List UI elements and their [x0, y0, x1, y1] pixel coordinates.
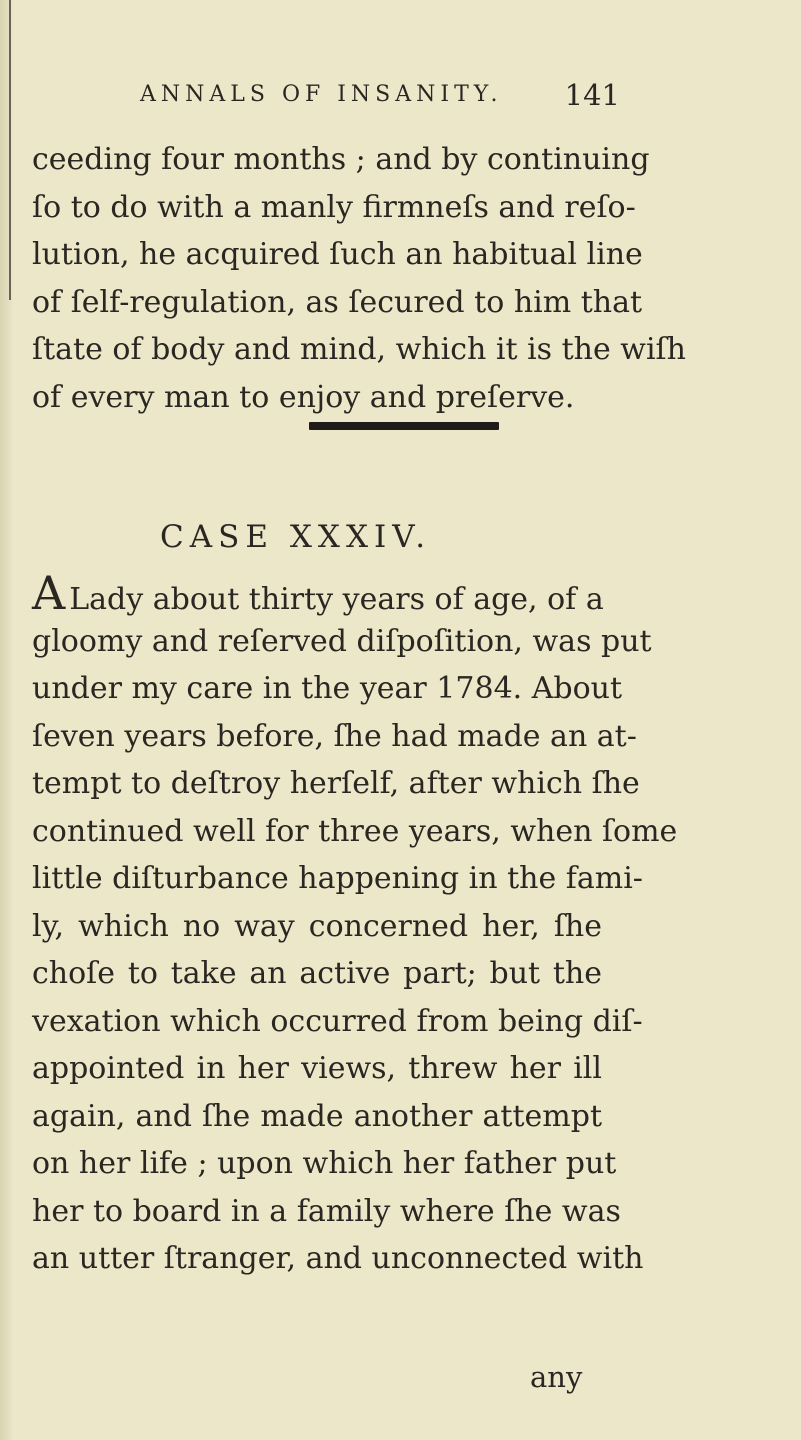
text-line: of ſelf-regulation, as ſecured to him that [32, 284, 643, 320]
case-heading: CASE XXXIV. [160, 519, 432, 555]
paragraph-case [32, 566, 678, 1283]
text-line: under my care in the year 1784. About [32, 671, 623, 706]
text-line: ſeven years before, ſhe had made an at- [32, 718, 637, 754]
text-line: ceeding four months ; and by continuing [32, 142, 650, 177]
text-line-first [32, 566, 604, 620]
text-line: choſe to take an active part; but the [32, 956, 602, 991]
text-line: ſo to do with a manly firmneſs and reſo- [32, 189, 636, 225]
first-line-text: Lady about thirty years of age, of a [69, 582, 604, 617]
running-head: ANNALS OF INSANITY. [140, 82, 503, 107]
text-line: tempt to deſtroy herſelf, after which ſhe [32, 766, 640, 801]
section-rule [309, 422, 499, 430]
page-number: 141 [564, 78, 620, 112]
text-line: little diſturbance happening in the fami- [32, 861, 643, 896]
text-line: again, and ſhe made another attempt [32, 1098, 602, 1134]
page-edge [0, 0, 14, 1440]
text-line: her to board in a family where ſhe was [32, 1193, 621, 1229]
text-line: ſtate of body and mind, which it is the wiſh [32, 332, 686, 367]
text-line: of every man to enjoy and preſerve. [32, 379, 575, 415]
text-line: appointed in her views, threw her ill [32, 1051, 602, 1086]
text-line: continued well for three years, when ſome [32, 813, 678, 849]
catchword: any [530, 1360, 583, 1394]
text-line: lution, he acquired ſuch an habitual line [32, 237, 643, 272]
text-line: on her life ; upon which her father put [32, 1146, 617, 1181]
text-line: gloomy and reſerved diſpoſition, was put [32, 623, 652, 659]
paragraph-continued [32, 136, 686, 421]
text-line: ly, which no way concerned her, ſhe [32, 908, 602, 944]
drop-cap: A [32, 566, 66, 620]
page-header [140, 78, 620, 118]
text-line: vexation which occurred from being diſ- [32, 1003, 643, 1039]
text-line: an utter ſtranger, and unconnected with [32, 1241, 644, 1276]
